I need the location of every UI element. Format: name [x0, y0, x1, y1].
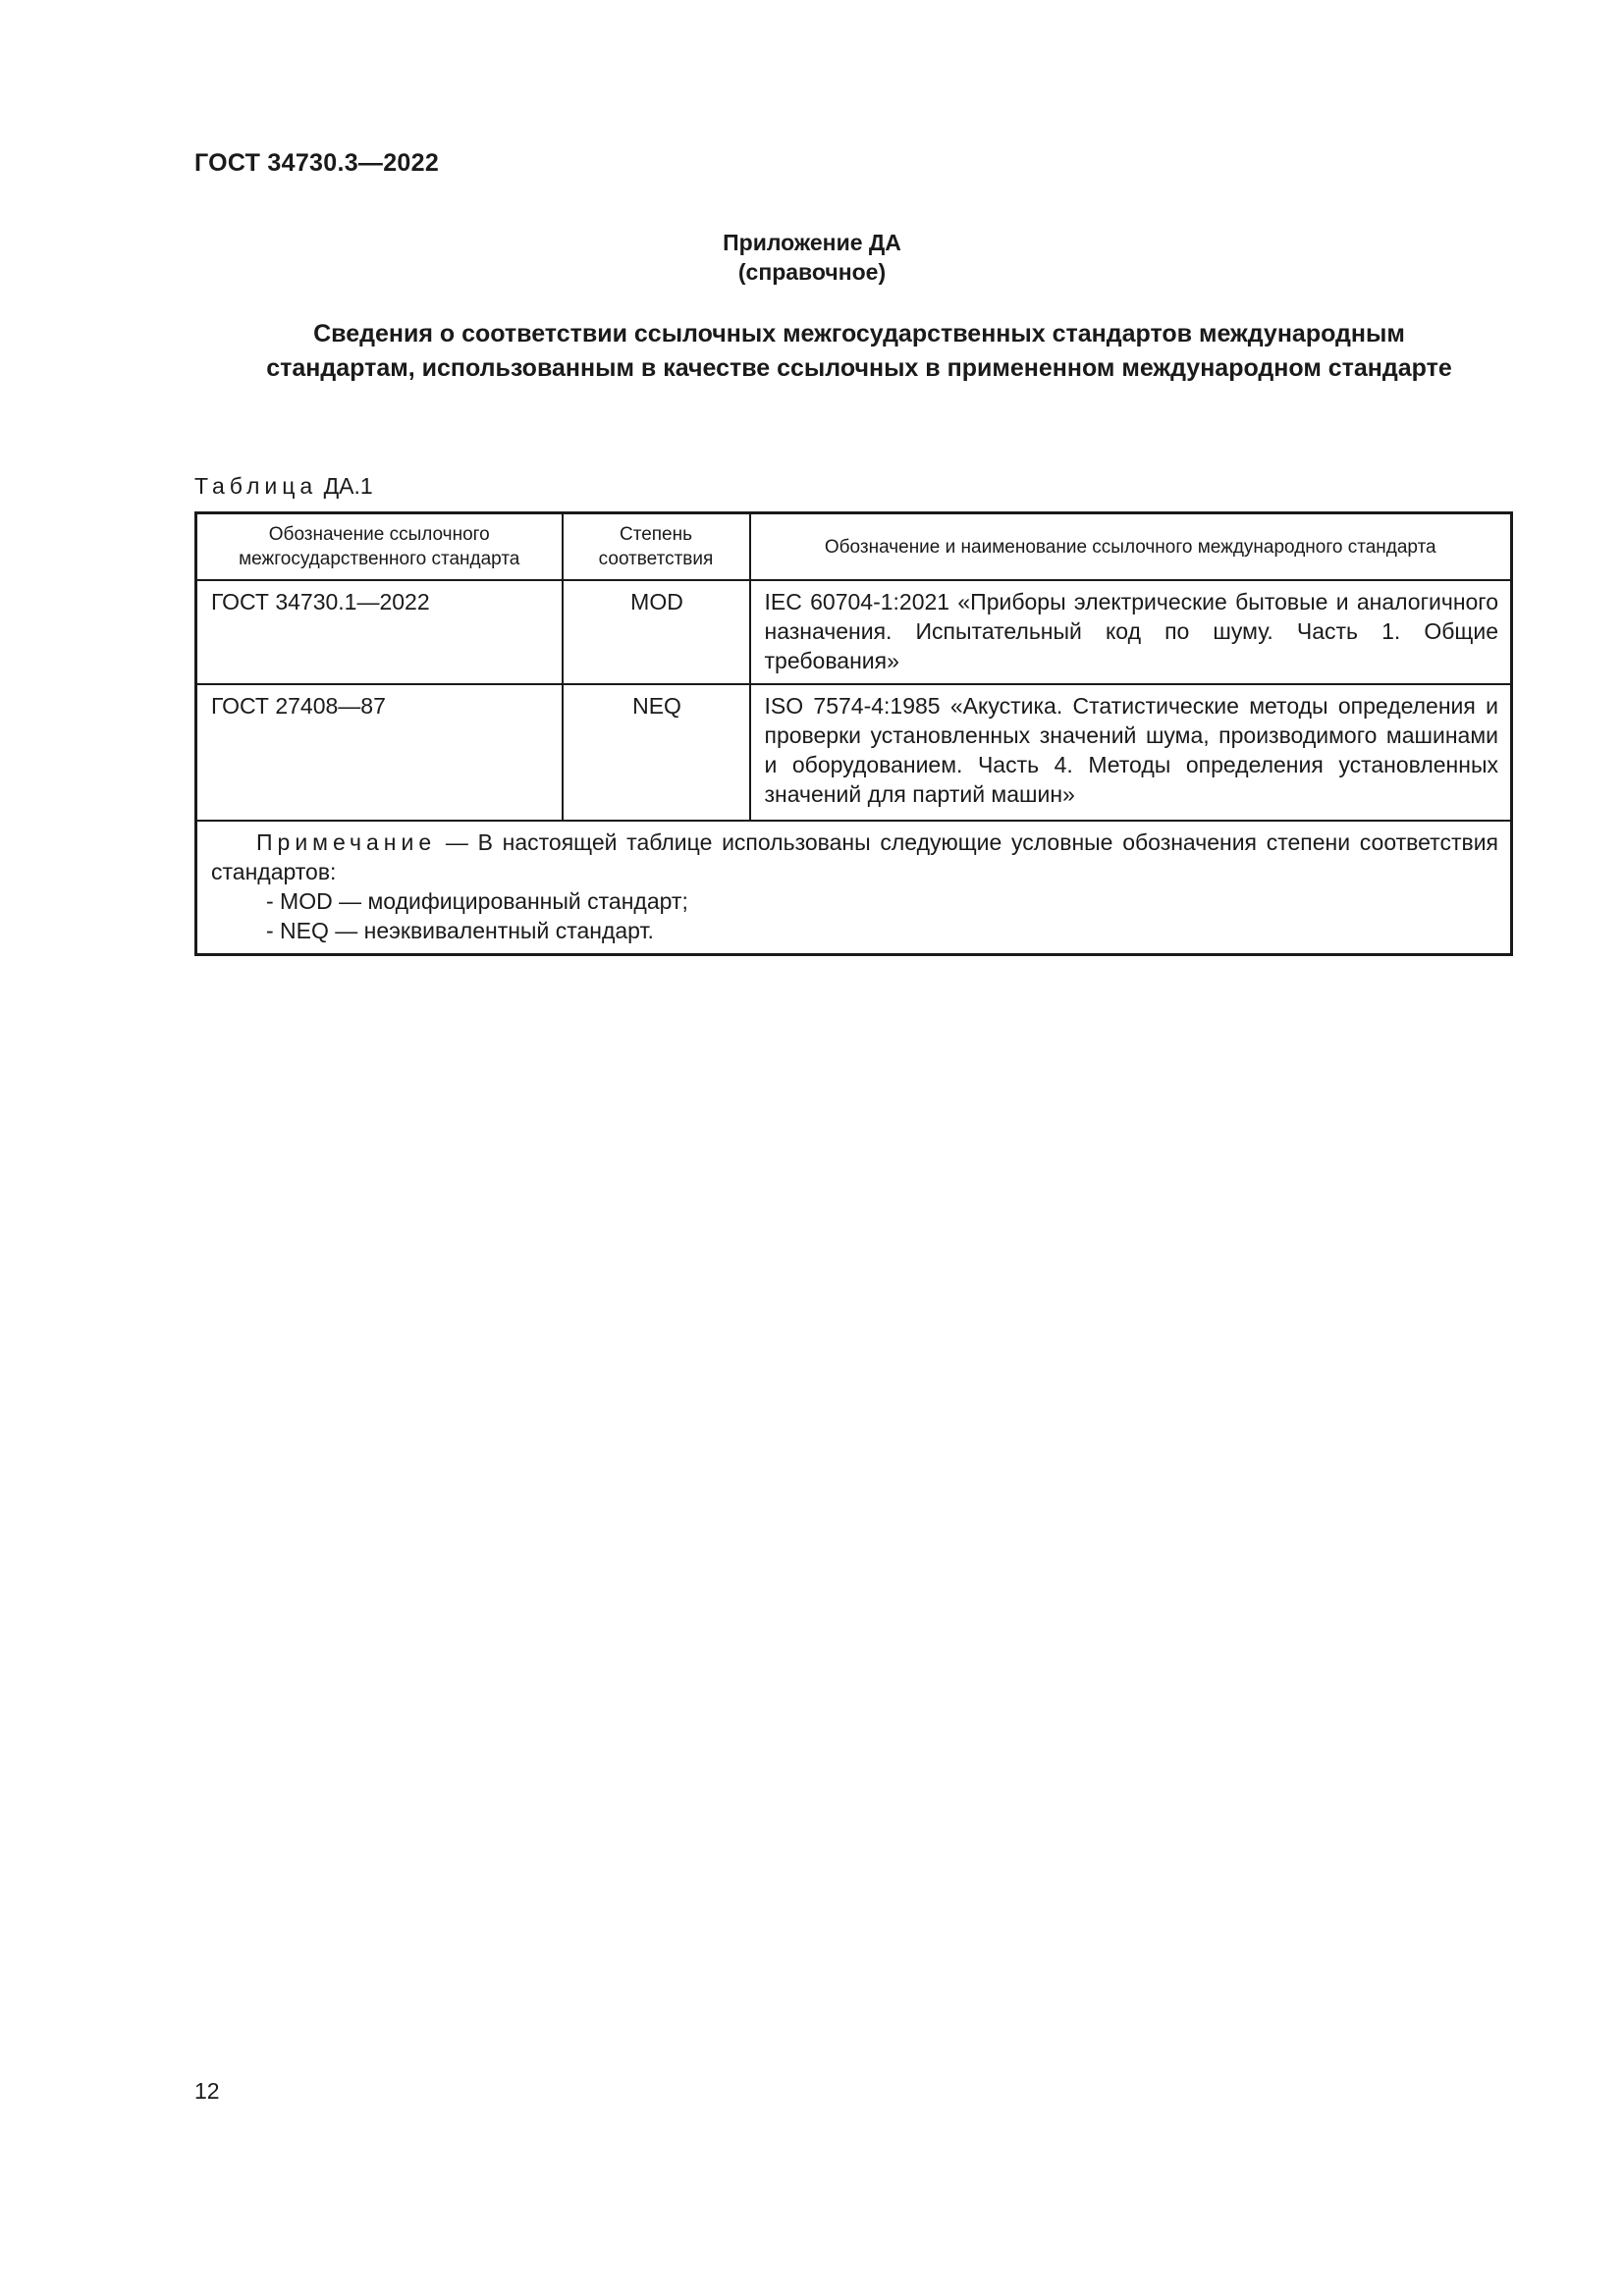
cell-national-standard: ГОСТ 27408—87	[196, 684, 563, 821]
appendix-title: Сведения о соответствии ссылочных межгосударственных стандартов международным стандартам, использованным в качестве ссылочных в примененном международном стандарте	[266, 320, 1452, 382]
cell-conformity-grade: NEQ	[563, 684, 750, 821]
cell-conformity-grade: MOD	[563, 580, 750, 684]
column-header-international: Обозначение и наименование ссылочного международного стандарта	[750, 513, 1512, 581]
table-caption-number: ДА.1	[323, 473, 373, 499]
reference-standards-table	[194, 511, 1513, 956]
note-item-mod: - MOD — модифицированный стандарт;	[266, 888, 688, 914]
appendix-kind: (справочное)	[737, 259, 887, 285]
table-caption-word: Таблица	[194, 473, 318, 499]
appendix-heading	[0, 228, 1624, 287]
note-paragraph	[211, 828, 1498, 886]
column-header-national: Обозначение ссылочного межгосударственного стандарта	[196, 513, 563, 581]
cell-international-standard: IEC 60704-1:2021 «Приборы электрические бытовые и аналогичного назначения. Испытательный код по шуму. Часть 1. Общие требования»	[750, 580, 1512, 684]
table-header-row	[196, 513, 1512, 581]
appendix-label: Приложение ДА	[723, 230, 901, 255]
table-row	[196, 580, 1512, 684]
column-header-grade: Степень соответствия	[563, 513, 750, 581]
page-number: 12	[194, 2078, 220, 2104]
document-code: ГОСТ 34730.3—2022	[194, 149, 440, 177]
table-row	[196, 684, 1512, 821]
cell-international-standard: ISO 7574-4:1985 «Акустика. Статистические методы определения и проверки установленных значений шума, производимого машинами и оборудованием. Часть 4. Методы определения установленных значений для партий машин»	[750, 684, 1512, 821]
note-item-neq: - NEQ — неэквивалентный стандарт.	[266, 918, 654, 943]
note-text: — В настоящей таблице использованы следующие условные обозначения степени соответствия стандартов:	[211, 829, 1498, 884]
note-label: Примечание	[256, 829, 437, 855]
table-note-row	[196, 821, 1512, 955]
table-note	[196, 821, 1512, 955]
cell-national-standard: ГОСТ 34730.1—2022	[196, 580, 563, 684]
table-caption	[194, 473, 373, 500]
